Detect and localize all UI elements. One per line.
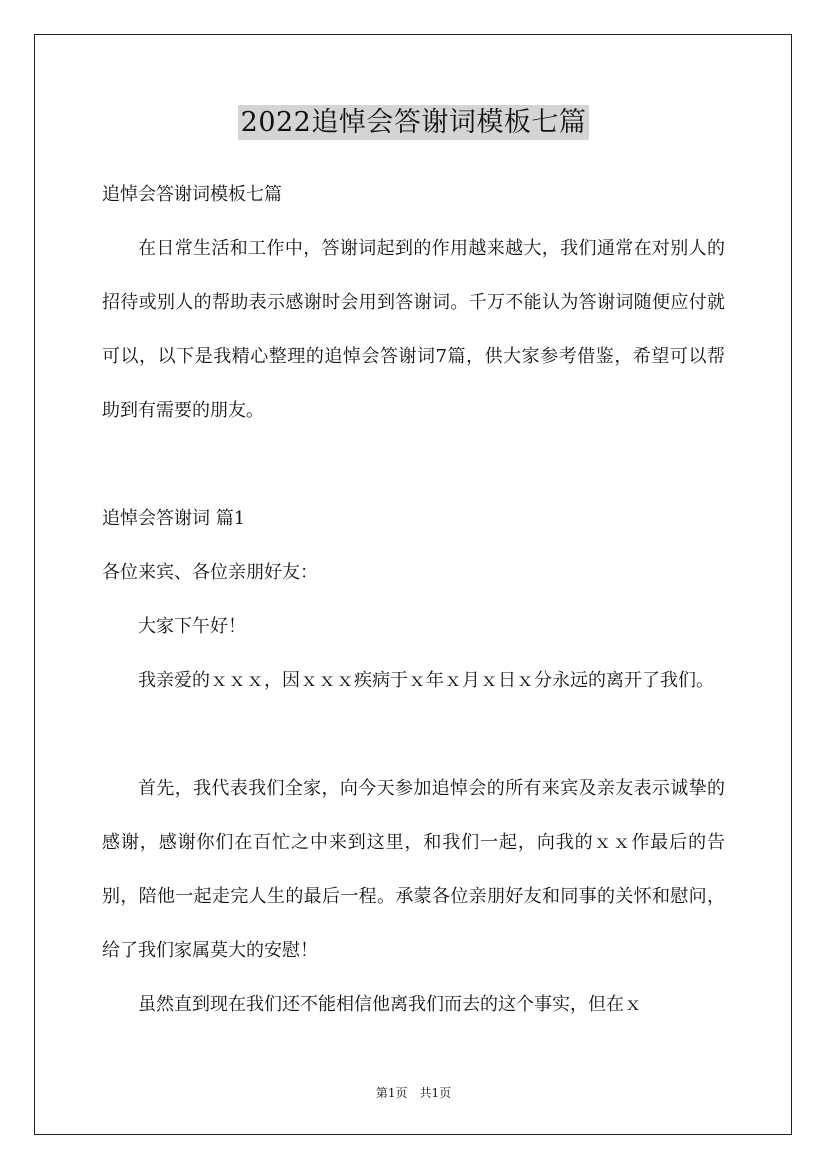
paragraph-2: 首先，我代表我们全家，向今天参加追悼会的所有来宾及亲友表示诚挚的感谢，感谢你们在百忙之中来到这里，和我们一起，向我的ｘｘ作最后的告别，陪他一起走完人生的最后一程。承蒙各位亲朋好友和同事的关怀和慰问，给了我们家属莫大的安慰！ xyxy=(102,778,725,961)
salutation: 各位来宾、各位亲朋好友： xyxy=(102,562,318,583)
document-title-wrap xyxy=(0,100,827,139)
section-heading: 追悼会答谢词 篇1 xyxy=(102,508,246,529)
greeting: 大家下午好！ xyxy=(138,616,246,637)
document-title: 2022追悼会答谢词模板七篇 xyxy=(238,105,590,140)
document-subtitle: 追悼会答谢词模板七篇 xyxy=(102,184,282,205)
paragraph-3: 虽然直到现在我们还不能相信他离我们而去的这个事实，但在ｘ xyxy=(138,994,642,1015)
page-number: 第1页 共1页 xyxy=(375,1086,452,1100)
intro-paragraph: 在日常生活和工作中，答谢词起到的作用越来越大，我们通常在对别人的招待或别人的帮助表示感谢时会用到答谢词。千万不能认为答谢词随便应付就可以，以下是我精心整理的追悼会答谢词7篇，供大家参考借鉴，希望可以帮助到有需要的朋友。 xyxy=(102,238,725,421)
paragraph-1: 我亲爱的ｘｘｘ，因ｘｘｘ疾病于ｘ年ｘ月ｘ日ｘ分永远的离开了我们。 xyxy=(138,670,714,691)
